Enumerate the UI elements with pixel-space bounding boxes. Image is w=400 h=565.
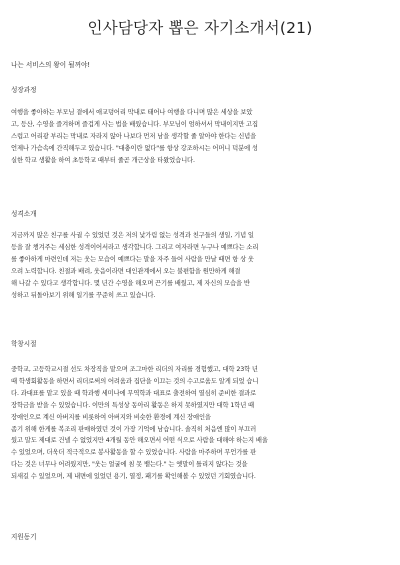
- section-heading-school: 학창시절: [11, 340, 37, 348]
- paragraph-line: 여행을 좋아하는 부모님 곁에서 애교덩어리 막내로 태어나 여행을 다니며 많은 세상을 보았: [11, 109, 253, 116]
- section-heading-motivation: 지원동기: [11, 533, 37, 541]
- paragraph-line: 스럽고 어리광 부리는 막내로 자라지 않아 나보다 먼저 남을 생각할 줄 알아야 한다는 신념을: [11, 132, 257, 140]
- paragraph-line: 고, 등산, 수영을 즐겨하며 즐겁게 사는 법을 배웠습니다. 부모님이 엄하셔서 막내이지만 고집: [11, 120, 258, 128]
- document-subtitle: 나는 서비스의 왕이 될꺼야!: [11, 61, 90, 69]
- section-body-personality: [11, 230, 389, 301]
- paragraph-line: 지금까지 많은 친구를 사귈 수 있었던 것은 저의 낯가림 없는 성격과 친구들의 생일, 기념 일: [11, 232, 254, 239]
- paragraph-line: 실한 학교 생활을 하여 초등학교 때부터 줄곧 개근상을 타왔었습니다.: [11, 156, 195, 164]
- paragraph-line: 를 좋아하게 마련인데 저는 웃는 모습이 예쁘다는 말을 자주 들어 사람을 만날 때면 항 상 웃: [11, 255, 254, 263]
- paragraph-line: 다. 과대표를 맡고 있을 때 학과행 세미나에 무역학과 대표로 출전하여 열심히 준비한 결과로: [11, 389, 257, 397]
- paragraph-line: 다는 것은 너무나 어려웠지만, "웃는 얼굴에 침 못 뱉는다." 는 옛말이 틀리지 않다는 것을: [11, 461, 248, 469]
- paragraph-line: 때 학생회활동을 하면서 리더로써의 어려움과 집단을 이끄는 것의 수고로움도 알게 되었 습니: [11, 377, 259, 385]
- section-body-school: [11, 364, 389, 483]
- section-body-growth: [11, 107, 389, 167]
- section-heading-personality: 성격소개: [11, 210, 37, 218]
- paragraph-line: 장애인으로 계신 아버지를 비롯하여 아버지와 비슷한 환경에 계신 장애인을: [11, 413, 211, 421]
- paragraph-line: 언제나 가슴속에 간직해두고 있습니다. "대충이란 없다"를 항상 강조하시는 어머니 덕분에 성: [11, 144, 258, 152]
- paragraph-line: 웠고 말도 제대로 건넬 수 없었지만 4개월 동안 해오면서 어떤 식으로 사람을 대해야 하는지 배울: [11, 437, 268, 445]
- paragraph-line: 수 있었으며, 더욱더 적극적으로 봉사활동을 할 수 있었습니다. 사람을 마주하며 무언가를 판: [11, 449, 257, 457]
- document-title: 인사담당자 뽑은 자기소개서(21): [87, 19, 313, 37]
- paragraph-line: 장학금을 받을 수 있었습니다. 이만의 특성상 동아리 활동은 하지 못하였지만 대학 1학년 때: [11, 401, 255, 409]
- paragraph-line: 해 나갈 수 있다고 생각합니다. 몇 년간 수영을 해오며 끈기를 배웠고, 제 자신의 모습을 반: [11, 279, 250, 287]
- paragraph-line: 으려 노력합니다. 친절과 배려, 웃음이라면 대인관계에서 오는 불편함을 원만하게 해결: [11, 267, 241, 275]
- paragraph-line: 성하고 뒤돌아보기 위해 일기를 꾸준히 쓰고 있습니다.: [11, 291, 156, 299]
- paragraph-line: 등을 잘 챙겨주는 세심한 성격이어서라고 생각합니다. 그리고 여자라면 누구나 예쁘다는 소리: [11, 243, 259, 251]
- paragraph-line: 되새길 수 있었으며, 제 내면에 있었던 용기, 열정, 패기를 확인해볼 수 있었던 기회였습니다.: [11, 473, 256, 481]
- section-heading-growth: 성장과정: [11, 86, 37, 94]
- paragraph-line: 좀기 위해 한게를 복조리 판매하였던 것이 가장 기억에 남습니다. 솔직히 처음엔 많이 부끄러: [11, 425, 257, 433]
- paragraph-line: 중학교, 고등학교시절 선도 차장직을 맡으며 조그마한 리더의 자리를 경험했고, 대학 23학 년: [11, 366, 258, 373]
